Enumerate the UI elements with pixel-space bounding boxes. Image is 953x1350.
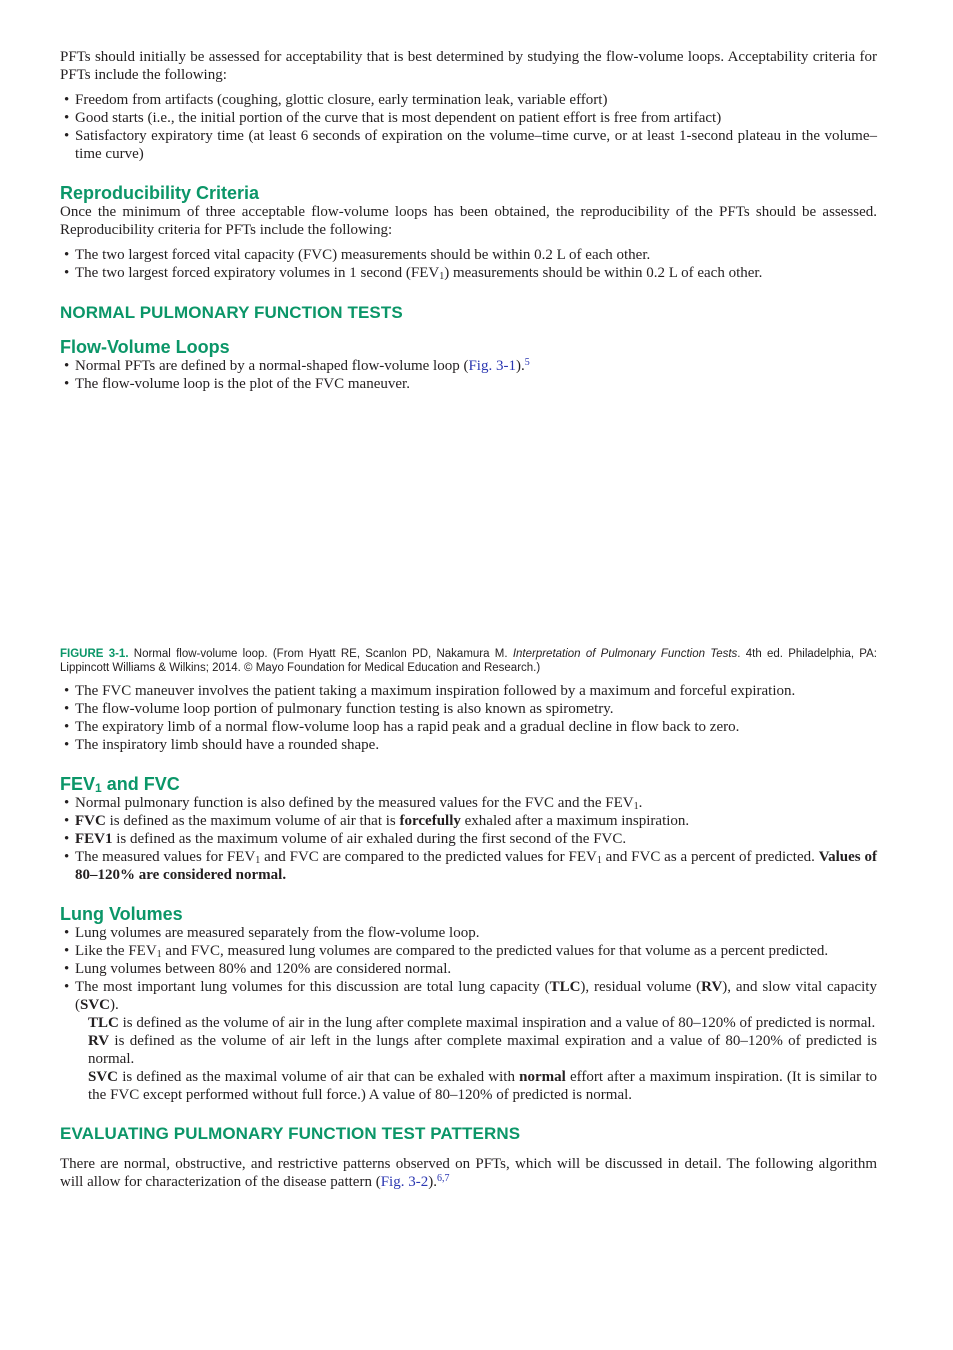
tlc-definition: TLC is defined as the volume of air in the lung after complete maximal inspiration and a value of 80–120% of predicted is normal. [88,1015,876,1031]
list-item: • The inspiratory limb should have a rounded shape. [60,736,877,754]
fev-list [60,794,877,884]
reference-link[interactable]: 6,7 [436,1173,450,1184]
section-heading-reproducibility: Reproducibility Criteria [60,183,260,203]
figure-label: FIGURE 3-1. [60,648,129,660]
list-item: • FEV1 is defined as the maximum volume of air exhaled during the first second of the FVC. [60,830,877,848]
list-item: • Satisfactory expiratory time (at least 6 seconds of expiration on the volume–time curve, or at least 1-second plateau in the volume–time curve) [60,127,877,163]
figure-caption: FIGURE 3-1. Normal flow-volume loop. (From Hyatt RE, Scanlon PD, Nakamura M. Interpretation of Pulmonary Function Tests. 4th ed. Philadelphia, PA: Lippincott Williams & Wilkins; 2014. © Mayo Foundation for Medical Education and Research.) [60,648,877,674]
list-item: • Normal pulmonary function is also defined by the measured values for the FVC and the $FEV_1$. [60,794,877,812]
figure-link-3-1[interactable]: Fig. 3-1 [468,358,516,374]
reproducibility-paragraph: Once the minimum of three acceptable flow-volume loops has been obtained, the reproducibility of the PFTs should be assessed. Reproducibility criteria for PFTs include the following: [60,204,877,238]
list-item: • The FVC maneuver involves the patient taking a maximum inspiration followed by a maximum and forceful expiration. [60,682,877,700]
section-heading-flow-volume: Flow-Volume Loops [60,337,230,357]
list-item: • The two largest forced vital capacity (FVC) measurements should be within 0.2 L of each other. [60,246,877,264]
list-item: • Lung volumes are measured separately from the flow-volume loop. [60,924,877,942]
figure-link-3-2[interactable]: Fig. 3-2 [380,1174,429,1190]
list-item: • Lung volumes between 80% and 120% are considered normal. [60,960,877,978]
figure-area [60,393,877,647]
evaluating-paragraph: There are normal, obstructive, and restrictive patterns observed on PFTs, which will be discussed in detail. The following algorithm will allow for characterization of the disease pattern (Fig. 3-2).$^{6,7}$ [60,1156,877,1190]
list-item: • The expiratory limb of a normal flow-volume loop has a rapid peak and a gradual decline in flow back to zero. [60,718,877,736]
list-item: • The most important lung volumes for this discussion are total lung capacity (TLC), residual volume (RV), and slow vital capacity (SVC). [60,978,877,1014]
list-item: • Good starts (i.e., the initial portion of the curve that is most dependent on patient effort is free from artifact) [60,109,877,127]
maneuver-list [60,682,877,754]
section-heading-fev1-fvc: $FEV_1$ and FVC [60,774,180,795]
list-item: • Normal PFTs are defined by a normal-shaped flow-volume loop (Fig. 3-1).$^5$ [60,357,877,375]
section-heading-evaluating: EVALUATING PULMONARY FUNCTION TEST PATTERNS [60,1124,521,1143]
document-page [60,48,877,1191]
list-item: • Freedom from artifacts (coughing, glottic closure, early termination leak, variable effort) [60,91,877,109]
section-heading-lung-volumes: Lung Volumes [60,904,183,924]
list-item: • The flow-volume loop is the plot of the FVC maneuver. [60,375,877,393]
list-item: • The two largest forced expiratory volumes in 1 second $(FEV_1)$ measurements should be within 0.2 L of each other. [60,264,877,282]
list-item: • Like the $FEV_1$ and FVC, measured lung volumes are compared to the predicted values for that volume as a percent predicted. [60,942,877,960]
rv-definition: RV is defined as the volume of air left in the lungs after complete maximal expiration and a value of 80–120% of predicted is normal. [88,1033,877,1067]
intro-paragraph: PFTs should initially be assessed for acceptability that is best determined by studying the flow-volume loops. Acceptability criteria for PFTs include the following: [60,49,877,83]
section-heading-normal-pft: NORMAL PULMONARY FUNCTION TESTS [60,303,403,322]
list-item: • FVC is defined as the maximum volume of air that is forcefully exhaled after a maximum inspiration. [60,812,877,830]
svc-definition: SVC is defined as the maximal volume of air that can be exhaled with normal effort after a maximum inspiration. (It is similar to the FVC except performed without full force.) A value of 80–120% of predicted is normal. [88,1069,877,1103]
reference-link[interactable]: 5 [524,357,530,368]
reproducibility-list [60,246,877,282]
acceptability-list [60,91,877,163]
list-item: • The measured values for $FEV_1$ and FVC are compared to the predicted values for $FEV_1$ and FVC as a percent of predicted. Values of 80–120% are considered normal. [60,848,877,884]
list-item: • The flow-volume loop portion of pulmonary function testing is also known as spirometry. [60,700,877,718]
flow-volume-list [60,357,877,393]
lung-volumes-list [60,924,877,1014]
